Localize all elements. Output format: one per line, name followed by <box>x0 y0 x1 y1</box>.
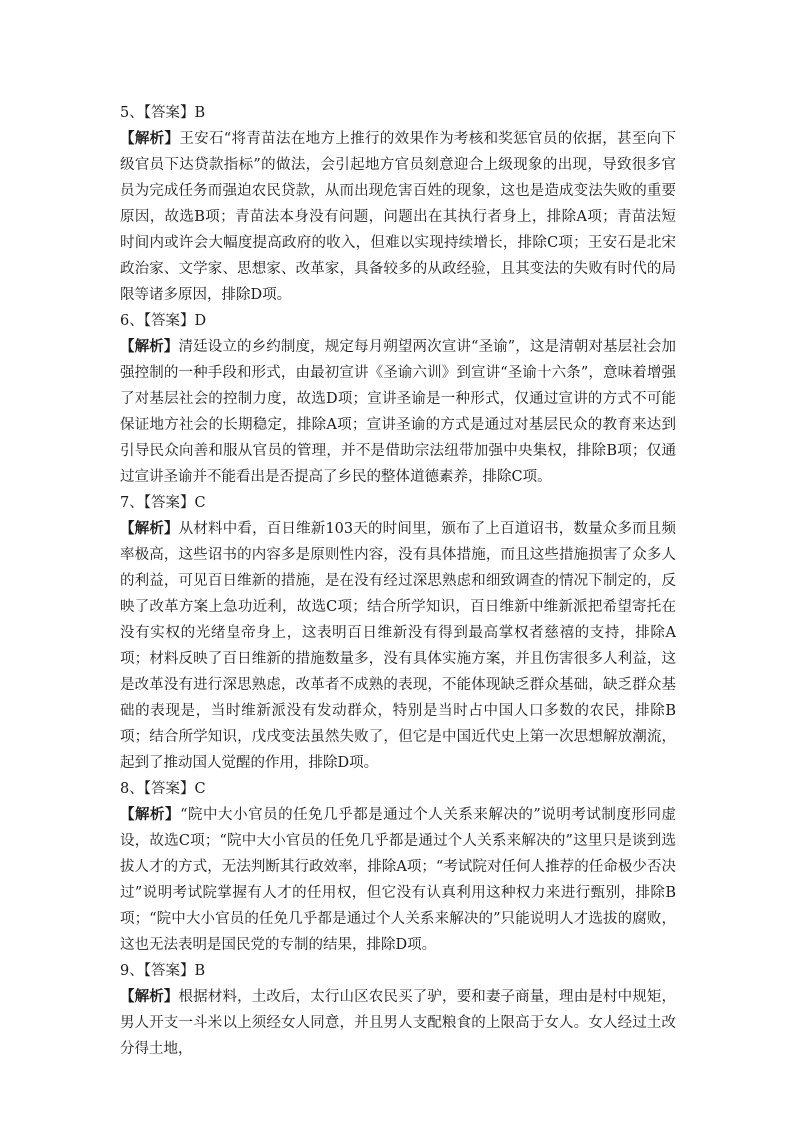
analysis-tag: 【解析】 <box>120 806 181 823</box>
answer-5: 5、【答案】B <box>120 105 206 121</box>
analysis-text: 根据材料，土改后，太行山区农民买了驴，要和妻子商量，理由是村中规矩，男人开支一斗米以上须经女人同意，并且男人支配粮食的上限高于女人。女人经过土改分得土地， <box>120 989 677 1057</box>
analysis-tag: 【解析】 <box>120 338 179 355</box>
analysis-tag: 【解析】 <box>120 988 179 1005</box>
answer-6: 6、【答案】D <box>120 313 207 329</box>
analysis-text: 从材料中看，百日维新103天的时间里，颁布了上百道诏书，数量众多而且频率极高，这些诏书的内容多是原则性内容，没有具体措施，而且这些措施损害了众多人的利益，可见百日维新的措施，是在没有经过深思熟虑和细致调查的情况下制定的，反映了改革方案上急功近利，故选C项；结合所学知识，百日维新中维新派把希望寄托在没有实权的光绪皇帝身上，这表明百日维新没有得到最高掌权者慈禧的支持，排除A项；材料反映了百日维新的措施数量多，没有具体实施方案，并且伤害很多人利益，这是改革没有进行深思熟虑，改革者不成熟的表现，不能体现缺乏群众基础，缺乏群众基础的表现是，当时维新派没有发动群众，特别是当时占中国人口多数的农民，排除B项；结合所学知识，戊戌变法虽然失败了，但它是中国近代史上第一次思想解放潮流，起到了推动国人觉醒的作用，排除D项。 <box>120 521 676 771</box>
analysis-tag: 【解析】 <box>120 130 180 147</box>
analysis-text: 清廷设立的乡约制度，规定每月朔望两次宣讲“圣谕”，这是清朝对基层社会加强控制的一种手段和形式，由最初宣讲《圣谕六训》到宣讲“圣谕十六条”，意味着增强了对基层社会的控制力度，故选D项；宣讲圣谕是一种形式，仅通过宣讲的方式不可能保证地方社会的长期稳定，排除A项；宣讲圣谕的方式是通过对基层民众的教育来达到引导民众向善和服从官员的管理，并不是借助宗法纽带加强中央集权，排除B项；仅通过宣讲圣谕并不能看出是否提高了乡民的整体道德素养，排除C项。 <box>120 339 677 485</box>
analysis-7 <box>120 516 676 776</box>
answer-8: 8、【答案】C <box>120 781 206 797</box>
answer-9: 9、【答案】B <box>120 963 206 979</box>
answer-analysis-list <box>120 100 676 1062</box>
analysis-5 <box>120 126 676 308</box>
analysis-9 <box>120 984 676 1062</box>
analysis-text: 王安石“将青苗法在地方上推行的效果作为考核和奖惩官员的依据，甚至向下级官员下达贷款指标”的做法，会引起地方官员刻意迎合上级现象的出现，导致很多官员为完成任务而强迫农民贷款，从而出现危害百姓的现象，这也是造成变法失败的重要原因，故选B项；青苗法本身没有问题，问题出在其执行者身上，排除A项；青苗法短时间内或许会大幅度提高政府的收入，但难以实现持续增长，排除C项；王安石是北宋政治家、文学家、思想家、改革家，具备较多的从政经验，且其变法的失败有时代的局限等诸多原因，排除D项。 <box>120 131 676 303</box>
answer-7: 7、【答案】C <box>120 495 206 511</box>
analysis-8 <box>120 802 676 958</box>
analysis-6 <box>120 334 676 490</box>
analysis-tag: 【解析】 <box>120 520 179 537</box>
analysis-text: “院中大小官员的任免几乎都是通过个人关系来解决的”说明考试制度形同虚设，故选C项；“院中大小官员的任免几乎都是通过个人关系来解决的”这里只是谈到选拔人才的方式，无法判断其行政效率，排除A项；“考试院对任何人推荐的任命极少否决过”说明考试院掌握有人才的任用权，但它没有认真利用这种权力来进行甄别，排除B项；“院中大小官员的任免几乎都是通过个人关系来解决的”只能说明人才选拔的腐败，这也无法表明是国民党的专制的结果，排除D项。 <box>120 807 677 953</box>
